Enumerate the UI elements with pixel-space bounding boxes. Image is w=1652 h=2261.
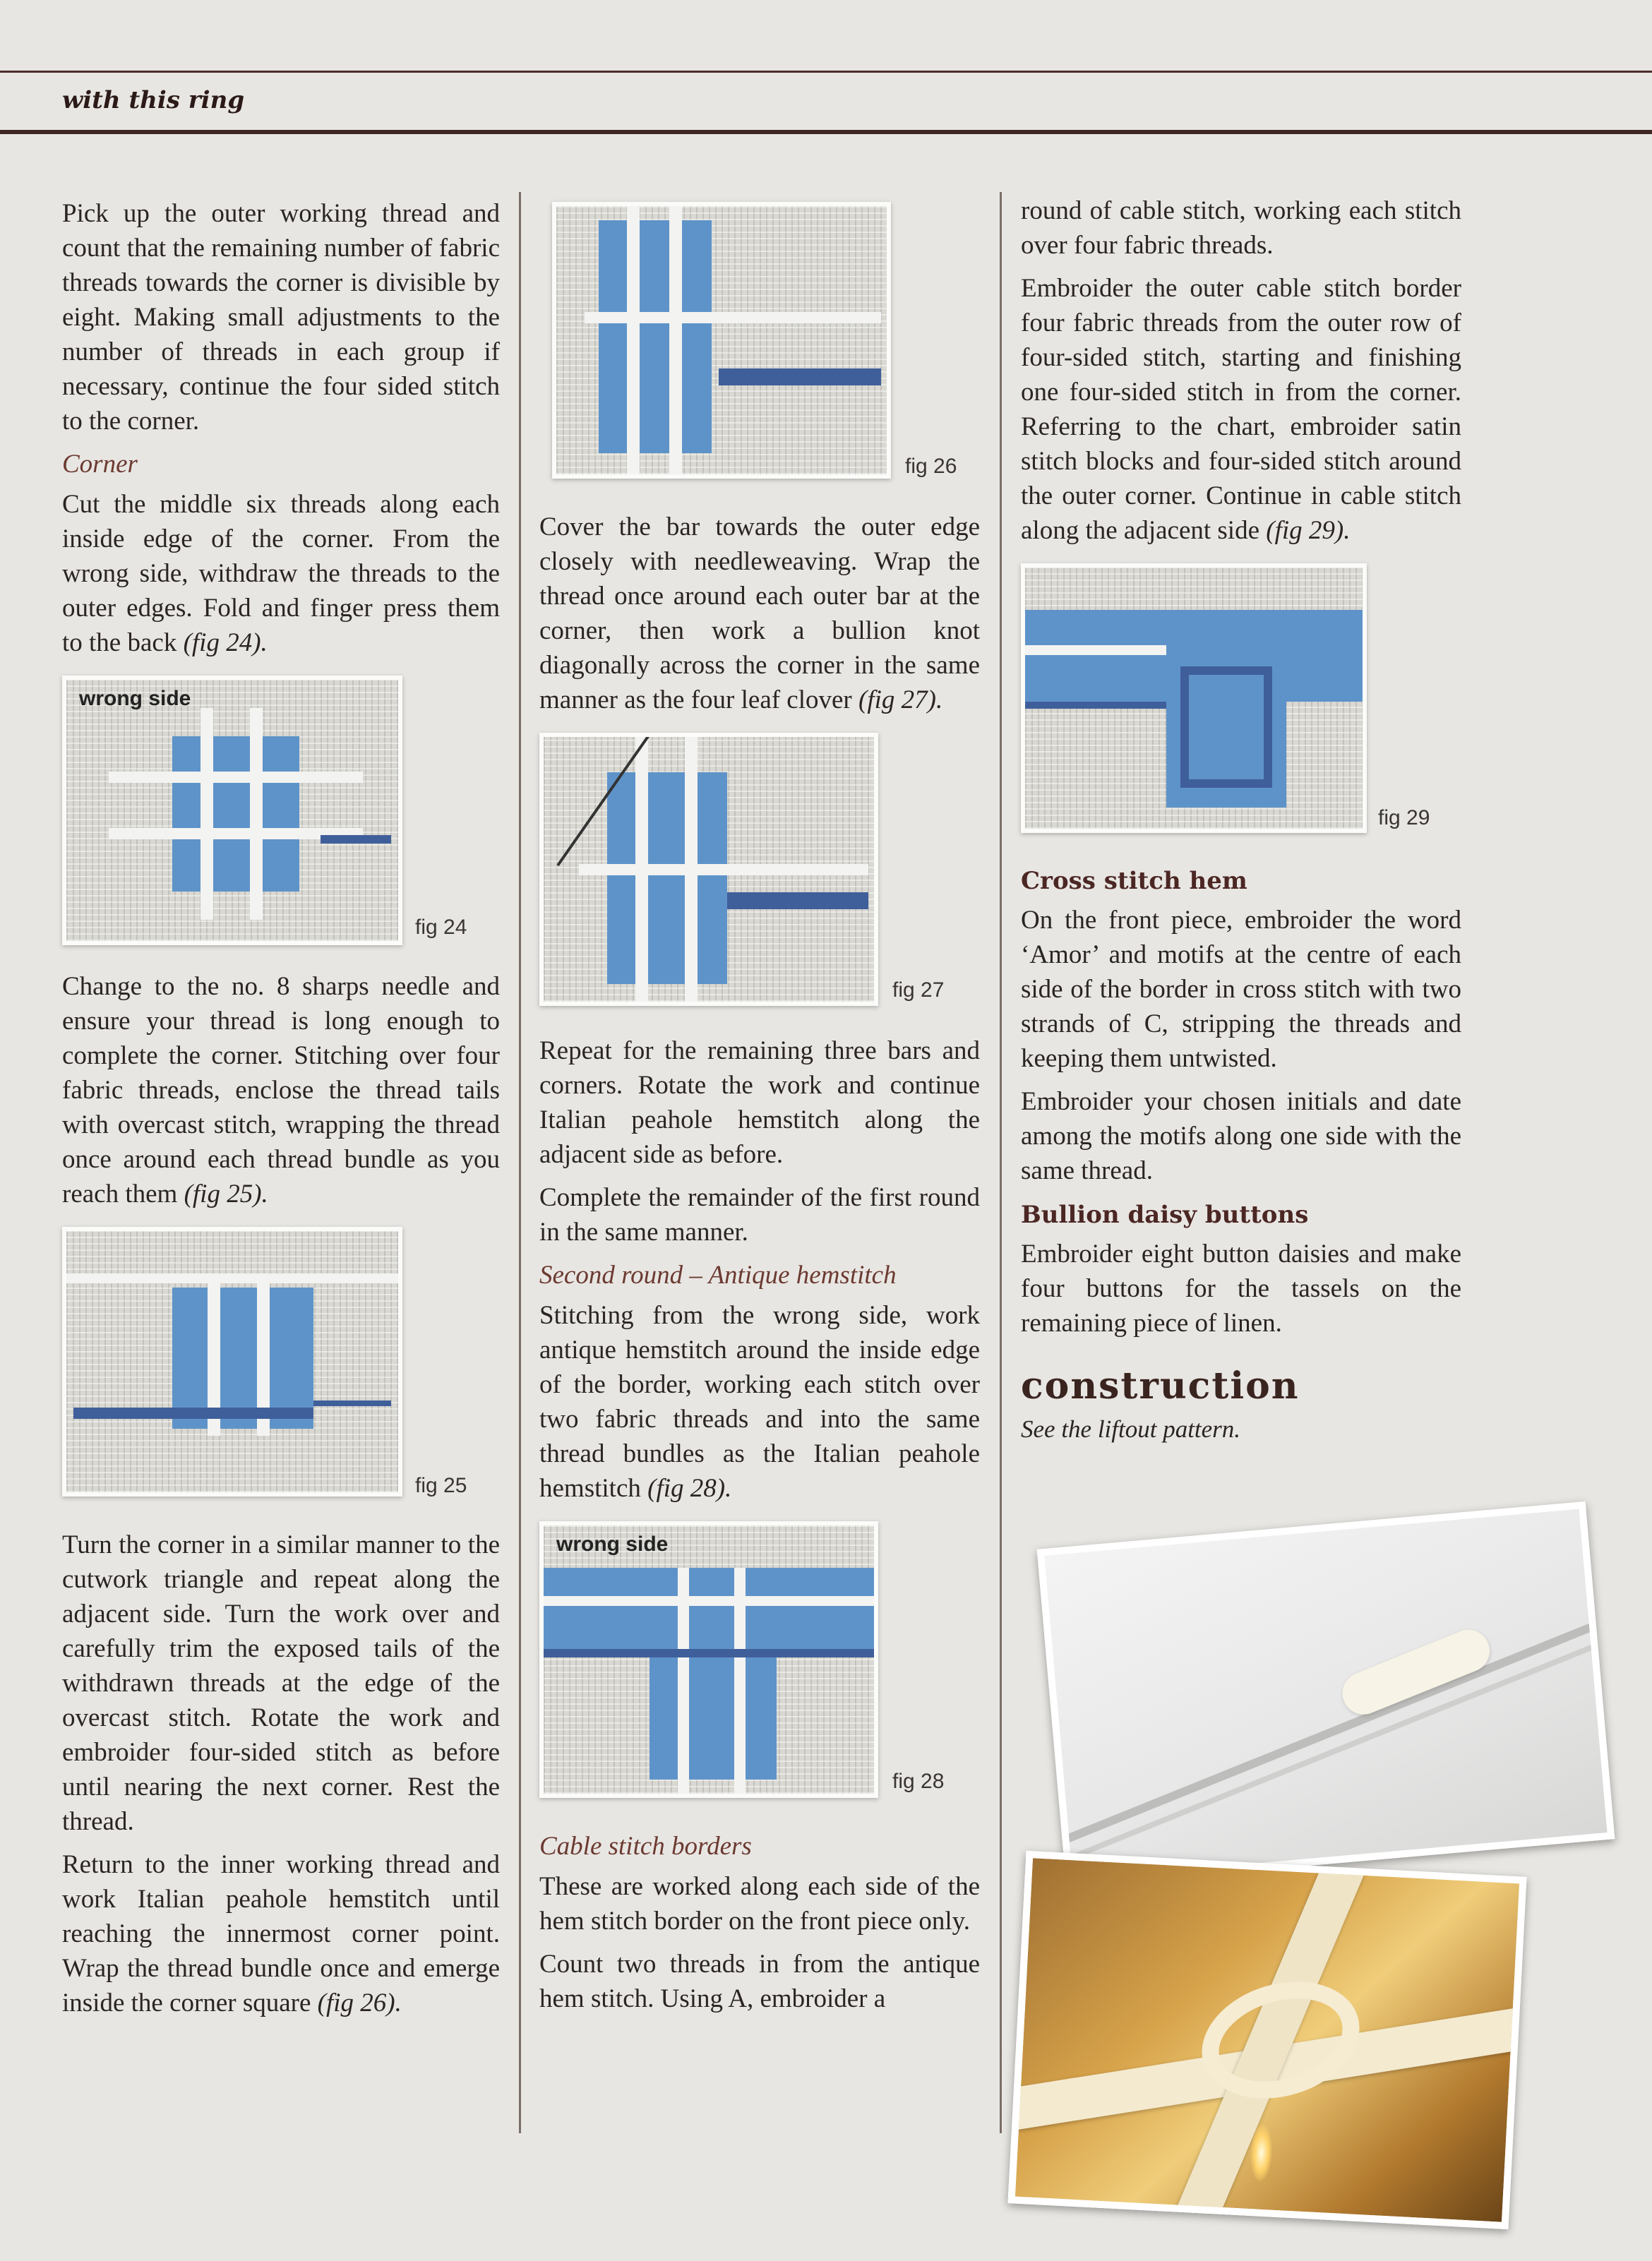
paragraph: These are worked along each side of the hem stitch border on the front piece only.	[539, 1872, 980, 1936]
figure-29-image	[1021, 563, 1367, 833]
figure-26-caption: fig 26	[905, 455, 957, 478]
figure-24-overlay-label: wrong side	[79, 687, 191, 710]
figure-reference: (fig 24).	[183, 628, 268, 657]
paragraph: Count two threads in from the antique hem stitch. Using A, embroider a	[539, 1950, 980, 2013]
paragraph: Repeat for the remaining three bars and corners. Rotate the work and continue Italian peahole hemstitch along the adjacent side as before.	[539, 1036, 980, 1169]
paragraph: On the front piece, embroider the word ‘Amor’ and motifs at the centre of each side of the border in cross stitch with two strands of C, stripping the threads and keeping them untwisted.	[1021, 906, 1461, 1073]
figure-reference: (fig 29).	[1266, 516, 1351, 545]
figure-27-caption: fig 27	[892, 978, 945, 1002]
paragraph	[539, 1298, 980, 1506]
figure-28	[539, 1521, 980, 1811]
paragraph-text: Cover the bar towards the outer edge closely with needleweaving. Wrap the thread once around each outer bar at the corner, then work a bullion knot diagonally across the corner in the same manner as the four leaf clover	[539, 512, 980, 714]
photo-embroidered-border	[1037, 1501, 1615, 1887]
column-2	[539, 202, 980, 2025]
paragraph-text: Cut the middle six threads along each inside edge of the corner. From the wrong side, withdraw the threads to the outer edges. Fold and finger press them to the back	[62, 490, 500, 657]
paragraph: Pick up the outer working thread and count that the remaining number of fabric threads towards the corner is divisible by eight. Making small adjustments to the number of threads in each group if necessary, continue the four sided stitch to the corner.	[62, 199, 500, 436]
figure-reference: (fig 28).	[647, 1474, 732, 1503]
section-heading-construction: construction	[1021, 1365, 1300, 1408]
figure-26-image	[552, 202, 891, 479]
photo-gift-box	[1007, 1851, 1526, 2229]
figure-24-caption: fig 24	[415, 916, 467, 939]
figure-24	[62, 676, 500, 951]
header-rule-bottom	[0, 130, 1652, 134]
paragraph	[539, 510, 980, 717]
figure-29-caption: fig 29	[1378, 806, 1430, 829]
paragraph	[1021, 271, 1461, 548]
paragraph: Complete the remainder of the first round in the same manner.	[539, 1183, 980, 1247]
paragraph	[62, 969, 500, 1211]
figure-reference: (fig 26).	[317, 1989, 402, 2017]
figure-28-overlay-label: wrong side	[556, 1533, 669, 1556]
subheading-corner: Corner	[62, 450, 138, 479]
paragraph-text: Embroider the outer cable stitch border four fabric threads from the outer row of four-sided stitch, starting and finishing one four-sided stitch in from the corner. Referring to the chart, embroider satin stitch blocks and four-sided stitch around the outer corner. Continue in cable stitch along the adjacent side	[1021, 274, 1461, 545]
paragraph-text: Stitching from the wrong side, work antique hemstitch around the inside edge of the border, working each stitch over two fabric threads and into the same thread bundles as the Italian peahole hemstitch	[539, 1301, 980, 1503]
subheading-cable-stitch: Cable stitch borders	[539, 1832, 752, 1861]
paragraph	[62, 487, 500, 660]
running-header: with this ring	[62, 86, 245, 114]
paragraph: Turn the corner in a similar manner to the cutwork triangle and repeat along the adjacent side. Turn the work over and carefully trim the exposed tails of the withdrawn threads at the edge of the overcast stitch. Rotate the work and embroider four-sided stitch as before until nearing the next corner. Rest the thread.	[62, 1530, 500, 1836]
figure-27-image	[539, 733, 878, 1006]
column-divider	[1000, 192, 1002, 2133]
subheading-bullion-daisy: Bullion daisy buttons	[1021, 1201, 1309, 1229]
column-1	[62, 196, 500, 2029]
header-rule-top	[0, 71, 1652, 73]
paragraph: Embroider your chosen initials and date among the motifs along one side with the same thread.	[1021, 1087, 1461, 1185]
paragraph	[62, 1847, 500, 2020]
figure-25-image	[62, 1227, 402, 1497]
paragraph: Embroider eight button daisies and make four buttons for the tassels on the remaining piece of linen.	[1021, 1240, 1461, 1338]
paragraph-text: Change to the no. 8 sharps needle and ensure your thread is long enough to complete the corner. Stitching over four fabric threads, enclose the thread tails with overcast stitch, wrapping the thread once around each thread bundle as you reach them	[62, 972, 500, 1209]
construction-note: See the liftout pattern.	[1021, 1415, 1241, 1443]
figure-28-caption: fig 28	[892, 1770, 945, 1793]
figure-28-image	[539, 1521, 878, 1798]
subheading-cross-stitch-hem: Cross stitch hem	[1021, 867, 1247, 895]
figure-29	[1021, 563, 1461, 846]
figure-25-caption: fig 25	[415, 1474, 467, 1497]
paragraph-text: Return to the inner working thread and work Italian peahole hemstitch until reaching the innermost corner point. Wrap the thread bundle once and emerge inside the corner square	[62, 1850, 500, 2017]
figure-reference: (fig 25).	[184, 1180, 268, 1209]
figure-27	[539, 733, 980, 1015]
column-3	[1021, 193, 1461, 1446]
column-divider	[519, 192, 521, 2133]
figure-26	[539, 202, 980, 491]
figure-25	[62, 1227, 500, 1509]
figure-24-image	[62, 676, 402, 945]
figure-reference: (fig 27).	[858, 685, 943, 714]
subheading-second-round: Second round – Antique hemstitch	[539, 1261, 897, 1290]
paragraph: round of cable stitch, working each stitch over four fabric threads.	[1021, 196, 1461, 260]
